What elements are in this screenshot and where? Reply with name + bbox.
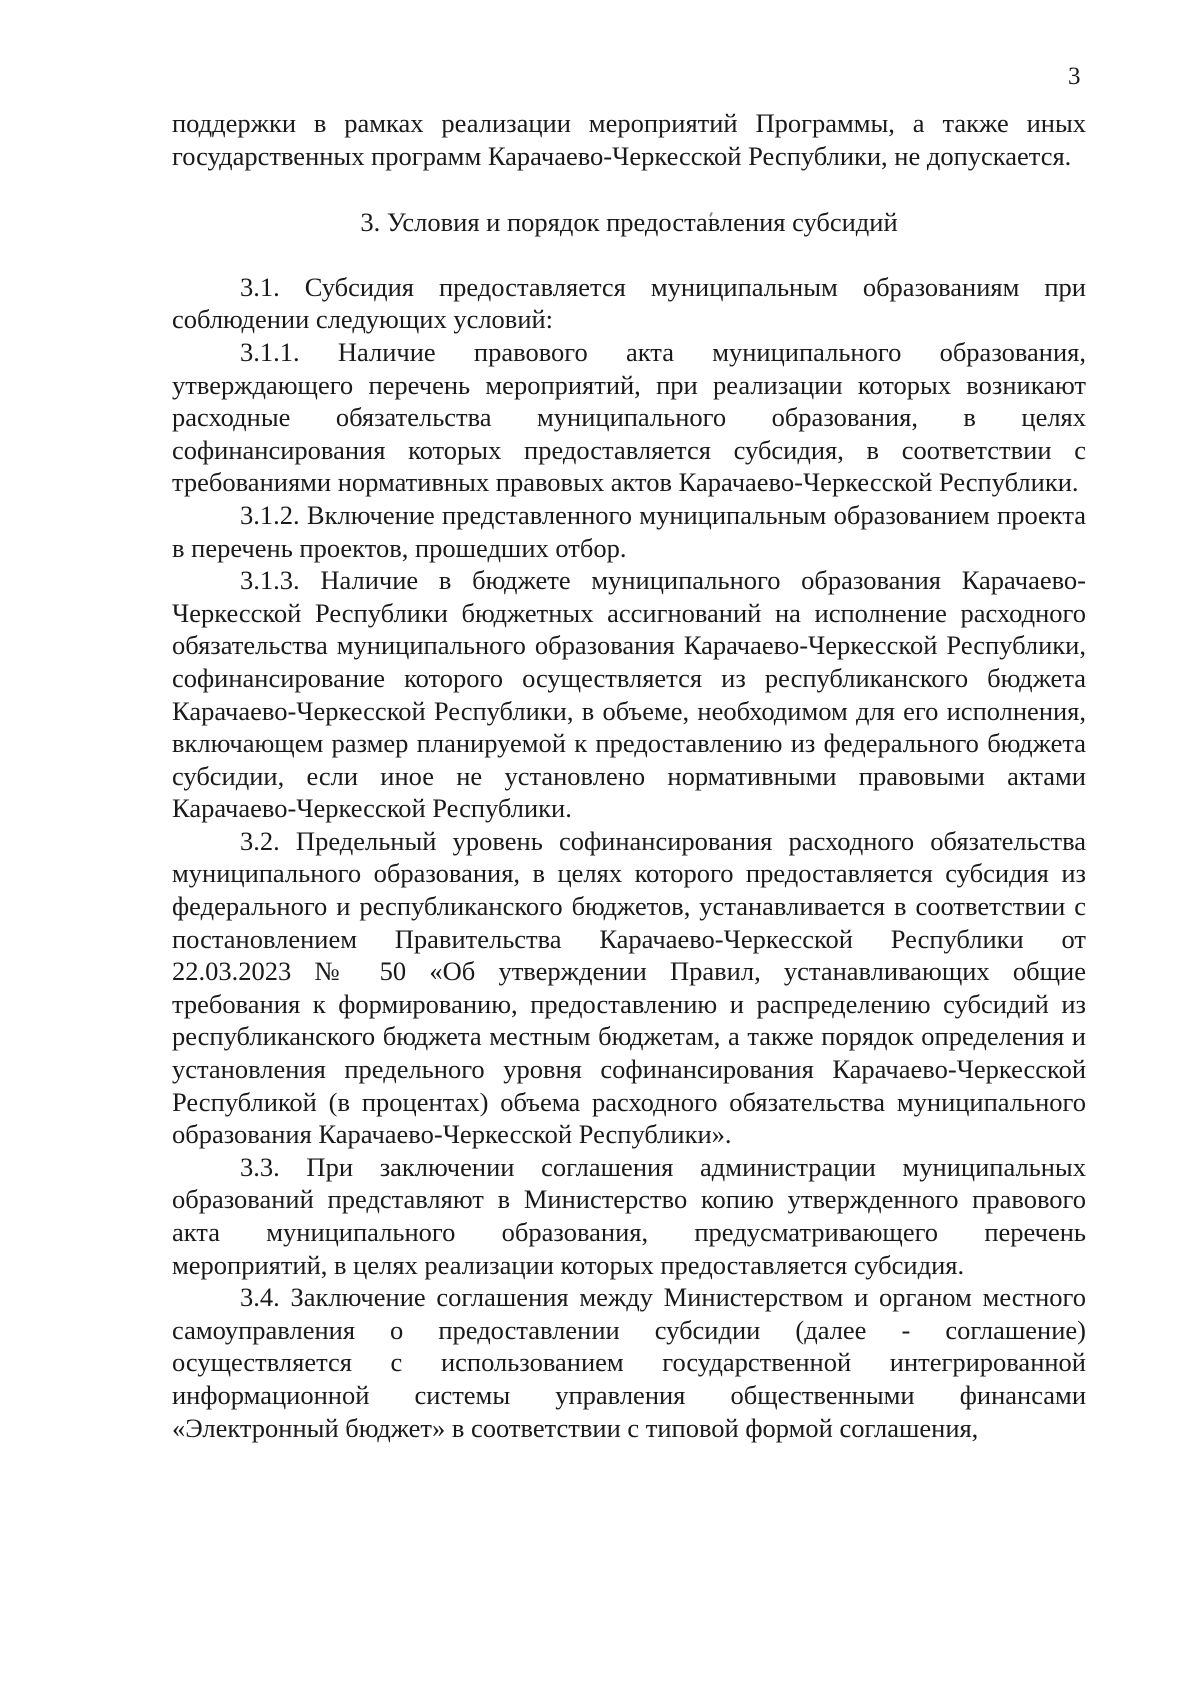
continuation-paragraph: поддержки в рамках реализации мероприятий Программы, а также иных государственных программ Карачаево-Черкесской Республики, не допускается. xyxy=(172,108,1086,171)
clause-3-1-3: 3.1.3. Наличие в бюджете муниципального образования Карачаево-Черкесской Республики бюджетных ассигнований на исполнение расходного обязательства муниципального образования Карачаево-Черкесской Республики, софинансирование которого осуществляется из республиканского бюджета Карачаево-Черкесской Республики, в объеме, необходимом для его исполнения, включающем размер планируемой к предоставлению из федерального бюджета субсидии, если иное не установлено нормативными правовыми актами Карачаево-Черкесской Республики. xyxy=(172,565,1086,824)
clause-3-2: 3.2. Предельный уровень софинансирования расходного обязательства муниципального образования, в целях которого предоставляется субсидия из федерального и республиканского бюджетов, устанавливается в соответствии с постановлением Правительства Карачаево-Черкесской Республики от 22.03.2023 № 50 «Об утверждении Правил, устанавливающих общие требования к формированию, предоставлению и распределению субсидий из республиканского бюджета местным бюджетам, а также порядок определения и установления предельного уровня софинансирования Карачаево-Черкесской Республикой (в процентах) объема расходного обязательства муниципального образования Карачаево-Черкесской Республики». xyxy=(172,825,1086,1150)
section-heading: 3. Условия и порядок предоставления субсидий xyxy=(360,207,898,238)
clause-3-1: 3.1. Субсидия предоставляется муниципальным образованиям при соблюдении следующих условий: xyxy=(172,271,1086,335)
document-body xyxy=(172,107,1086,1444)
page-number: 3 xyxy=(1068,63,1081,90)
clause-3-1-1: 3.1.1. Наличие правового акта муниципального образования, утверждающего перечень мероприятий, при реализации которых возникают расходные обязательства муниципального образования, в целях софинансирования которых предоставляется субсидия, в соответствии с требованиями нормативных правовых актов Карачаево-Черкесской Республики. xyxy=(172,336,1086,498)
clause-3-4: 3.4. Заключение соглашения между Министерством и органом местного самоуправления о предоставлении субсидии (далее - соглашение) осуществляется с использованием государственной интегрированной информационной системы управления общественными финансами «Электронный бюджет» в соответствии с типовой формой соглашения, xyxy=(172,1282,1086,1443)
clause-3-3: 3.3. При заключении соглашения администрации муниципальных образований представляют в Министерство копию утвержденного правового акта муниципального образования, предусматривающего перечень мероприятий, в целях реализации которых предоставляется субсидия. xyxy=(172,1151,1086,1280)
clause-3-1-2: 3.1.2. Включение представленного муниципальным образованием проекта в перечень проектов, прошедших отбор. xyxy=(172,499,1086,563)
